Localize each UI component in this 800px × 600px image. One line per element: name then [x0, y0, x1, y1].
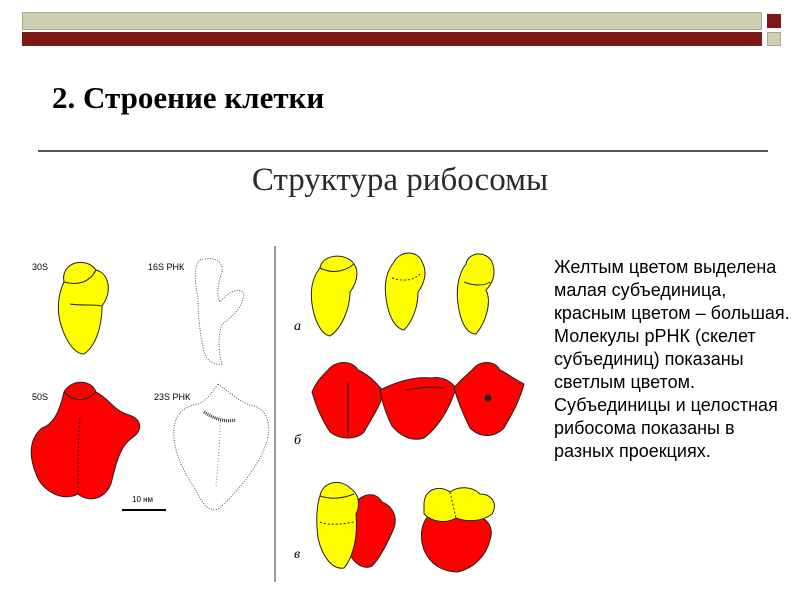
small-subunit-view-1: [311, 256, 357, 336]
row-label-b: б: [294, 433, 302, 448]
small-subunit-30s: [58, 262, 108, 354]
header-square-light: [767, 32, 781, 46]
rrna-16s-skeleton: [195, 259, 244, 365]
ribosome-front-view: [421, 488, 494, 572]
slide-title: 2. Строение клетки: [52, 80, 325, 115]
label-16s-rrna: 16S РНК: [148, 262, 185, 272]
ribosome-side-view: [317, 482, 396, 568]
header-bar-light: [22, 12, 762, 30]
large-subunit-view-1: [312, 363, 384, 439]
rrna-23s-skeleton: [174, 384, 269, 510]
large-subunit-view-3: [454, 363, 524, 436]
small-subunit-view-2: [385, 253, 425, 330]
title-divider: [38, 150, 768, 152]
label-50s: 50S: [32, 392, 49, 402]
ribosome-figure: [20, 242, 532, 584]
slide-subtitle: Структура рибосомы: [251, 162, 549, 198]
header-square-dark: [767, 14, 781, 28]
row-label-v: в: [294, 547, 301, 562]
description-text: Желтым цветом выделена малая субъединица, красным цветом – большая. Молекулы рРНК (скелет субъединиц) показаны светлым цветом. Субъединицы и целостная рибосома показаны в разных проекциях.: [554, 257, 790, 461]
label-30s: 30S: [32, 262, 49, 272]
large-subunit-view-2: [380, 377, 456, 439]
small-subunit-view-3: [457, 254, 494, 334]
scale-label: 10 нм: [132, 495, 154, 504]
row-label-a: а: [294, 319, 301, 334]
label-23s-rrna: 23S РНК: [154, 392, 191, 402]
header-bar-dark: [22, 32, 762, 46]
